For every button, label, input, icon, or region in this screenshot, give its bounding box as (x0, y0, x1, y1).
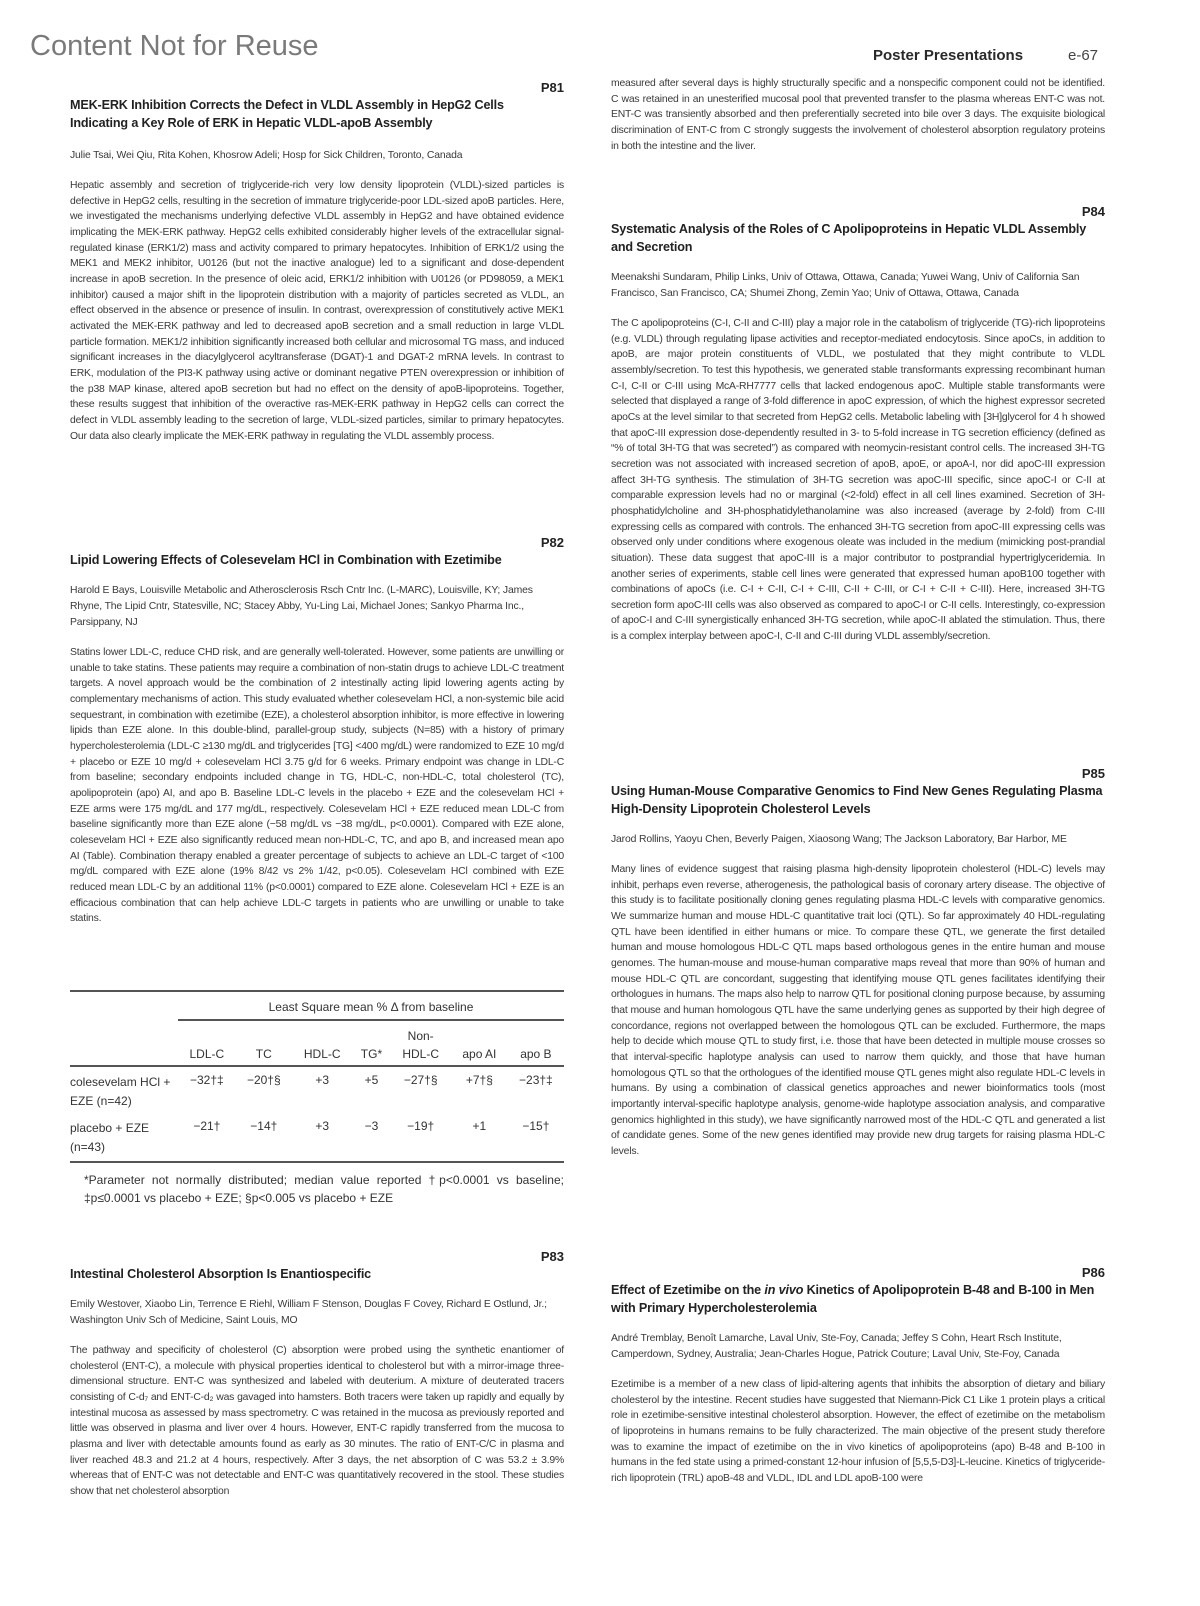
abstract-number: P81 (540, 80, 564, 95)
section-header: Poster Presentations (873, 47, 1024, 64)
abstract-p86 (611, 1265, 1105, 1487)
title-italic: in vivo (764, 1283, 804, 1297)
column-header: TC (255, 1047, 272, 1061)
abstract-p81 (70, 80, 564, 444)
abstract-authors: Jarod Rollins, Yaoyu Chen, Beverly Paigen, Xiaosong Wang; The Jackson Laboratory, Bar Harbor, ME (611, 834, 1067, 845)
abstract-body-continued: measured after several days is highly structurally specific and a nonspecific component could not be identified. C was retained in an unesterified mucosal pool that prevented transfer to the plasma whereas ENT-C was not. ENT-C was transiently absorbed and then preferentially secreted into bile over 3 days. The exquisite biological discrimination of ENT-C from C strongly suggests the involvement of cholesterol absorption regulatory proteins in both the intestine and the liver. (611, 78, 1105, 152)
abstract-title: MEK-ERK Inhibition Corrects the Defect in VLDL Assembly in HepG2 Cells Indicating a Key Role of ERK in Hepatic VLDL-apoB Assembly (70, 98, 504, 130)
table-footnote: *Parameter not normally distributed; median value reported †p<0.0001 vs baseline; ‡p≤0.0001 vs placebo + EZE; §p<0.005 vs placebo + EZE (84, 1173, 564, 1205)
abstract-number: P85 (1081, 766, 1105, 781)
table-cell: +3 (315, 1073, 330, 1087)
table-cell: +5 (364, 1073, 379, 1087)
column-header: TG* (360, 1047, 383, 1061)
abstract-authors: Emily Westover, Xiaobo Lin, Terrence E Riehl, William F Stenson, Douglas F Covey, Richard E Ostlund, Jr.; Washington Univ Sch of Medicine, Saint Louis, MO (70, 1299, 547, 1326)
title-part: Effect of Ezetimibe on the (611, 1283, 765, 1297)
row-label: colesevelam HCl + EZE (n=42) (70, 1075, 171, 1108)
table-cell: −27†§ (403, 1073, 438, 1087)
table-caption: Least Square mean % Δ from baseline (178, 1000, 564, 1020)
table-row (70, 1066, 564, 1115)
abstract-p82 (70, 535, 564, 927)
abstract-authors: Meenakshi Sundaram, Philip Links, Univ of Ottawa, Ottawa, Canada; Yuwei Wang, Univ of California San Francisco, San Francisco, CA; Shumei Zhong, Zemin Yao; Univ of Ottawa, Ottawa, Canada (611, 272, 1080, 299)
table-cell: −14† (250, 1119, 278, 1133)
abstract-authors: Julie Tsai, Wei Qiu, Rita Kohen, Khosrow Adeli; Hosp for Sick Children, Toronto, Canada (70, 150, 463, 161)
abstract-p83-continued (611, 76, 1105, 154)
abstract-p83 (70, 1249, 564, 1500)
column-header: HDL-C (303, 1047, 341, 1061)
table-cell: −19† (407, 1119, 435, 1133)
row-label: placebo + EZE (n=43) (70, 1121, 150, 1154)
abstract-body: The C apolipoproteins (C-I, C-II and C-III) play a major role in the catabolism of triglyceride (TG)-rich lipoproteins (e.g. VLDL) through regulating lipase activities and receptor-mediated endocytosis. Since apoCs, in addition to apoB, are major protein constituents of VLDL, we postulated that they might contribute to VLDL assembly/secretion. To test this hypothesis, we generated stable transformants expressing recombinant human C-I, C-II or C-III using McA-RH7777 cells that lacked endogenous apoC. Multiple stable transformants were selected that displayed a range of 3-fold difference in apoC expression, of which the highest expressor secreted apoCs at the level similar to that secreted from HepG2 cells. Metabolic labeling with [3H]glycerol for 4 h showed that apoC-III expression dose-dependently resulted in 3- to 5-fold increase in TG secretion efficiency (defined as “% of total 3H-TG that was secreted”) as compared with neomycin-resistant control cells. The increased 3H-TG secretion was not associated with increased secretion of apoB, apoE, or apoA-I, nor did apoC-III expression affect 3H-TG synthesis. The stimulation of 3H-TG secretion was apoC-III specific, since apoC-I or C-II at comparable expression levels had no or marginal (<2-fold) effect in all cell lines examined. Secretion of 3H-phosphatidylcholine and 3H-phosphatidylethanolamine was also increased (average by 2-fold) from C-III expressing cells as compared with controls. The enhanced 3H-TG secretion from apoC-III expressing cells was observed only under conditions where exogenous oleate was included in the medium (mimicking post-prandial situation). These data suggest that apoC-III is a major contributor to postprandial hypertriglyceridemia. In another series of experiments, stable cell lines were generated that expressed human apoB100 together with combinations of apoCs (i.e. C-I + C-II, C-I + C-III, C-II + C-III, or C-I + C-II + C-III). Here, increased 3H-TG secretion form apoC-III cells was also observed as compared to apoC-I or C-II cells. Interestingly, co-expression of apoC-I and C-III synergistically enhanced 3H-TG secretion, while apoC-II ablated the stimulation. Thus, there is a complex interplay between apoC-I, C-II and C-III during VLDL assembly/secretion. (611, 318, 1105, 643)
abstract-number: P83 (540, 1249, 564, 1264)
column-header: apo B (520, 1047, 552, 1061)
table-cell: −32†‡ (189, 1073, 224, 1087)
abstract-authors: André Tremblay, Benoît Lamarche, Laval Univ, Ste-Foy, Canada; Jeffey S Cohn, Heart Rsch Institute, Camperdown, Sydney, Australia; Jean-Charles Hogue, Patrick Couture; Laval Univ, Ste-Foy, Canada (611, 1333, 1062, 1360)
title-part: Kinetics of Apolipoprotein B-48 and B-100 in Men with Primary Hypercholesterolemia (611, 1283, 1095, 1315)
table-cell: +7†§ (465, 1073, 493, 1087)
abstract-title (611, 1281, 1105, 1317)
page-number: e-67 (1068, 47, 1099, 64)
table-cell: +1 (472, 1119, 487, 1133)
watermark: Content Not for Reuse (30, 30, 319, 62)
abstract-body: Many lines of evidence suggest that raising plasma high-density lipoprotein cholesterol (HDL-C) levels may inhibit, perhaps even reverse, atherogenesis, the pathological basis of coronary artery disease. The objective of this study is to facilitate positionally cloning genes regulating plasma HDL-C levels with comparative genomics. We summarize human and mouse HDL-C quantitative trait loci (QTL). So far approximately 40 HDL-regulating QTL have been identified in either humans or mice. To compare these QTL, we generate the first detailed human and mouse homologous HDL-C QTL maps based orthologous genes in the entire human and mouse genomes. The human-mouse and mouse-human comparative maps reveal that more than 90% of human and mouse HDL-C QTL are concordant, suggesting that identifying mouse QTL genes facilitates identifying their orthologues in humans. The maps also help to narrow QTL for positional cloning purpose because, by assuming that mouse and human homologous QTL have the same underlying genes as supported by their high degree of concordance, regions not overlapped between the homologous QTL can be excluded. Furthermore, the maps help to decide which mouse QTL to study first, i.e. those that have been detected in multiple mouse crosses so that interval-specific haplotype analysis can used to narrow them quickly, and those that have human homologous QTL so that the orthologues of the identified mouse QTL genes might also regulate HDL-C levels in humans. By using a combination of classical genetics approaches and newer bioinformatics tools (most importantly interval-specific haplotype analysis, genome-wide haplotype association analysis, and comparative genomics highlighted in this study), we have significantly narrowed most of the HDL-C QTL and generated a list of candidate genes. Some of the new genes identified may provide new drug targets for raising plasma HDL-C levels. (611, 864, 1105, 1157)
column-header-top: Non- (407, 1029, 434, 1043)
column-header: LDL-C (189, 1047, 225, 1061)
column-header: apo AI (462, 1047, 497, 1061)
results-table (70, 990, 564, 1207)
abstract-number: P84 (1081, 204, 1105, 219)
abstract-number: P82 (540, 535, 564, 550)
abstract-title: Using Human-Mouse Comparative Genomics to Find New Genes Regulating Plasma High-Density Lipoprotein Cholesterol Levels (611, 784, 1103, 816)
abstract-number: P86 (1081, 1265, 1105, 1280)
table-cell: −23†‡ (519, 1073, 553, 1087)
table-cell: −20†§ (246, 1073, 281, 1087)
abstract-body: The pathway and specificity of cholesterol (C) absorption were probed using the synthetic enantiomer of cholesterol (ENT-C), a molecule with physical properties identical to cholesterol but with a mirror-image three-dimensional structure. ENT-C was synthesized and labeled with deuterium. A mixture of deuterated tracers consisting of C-d₇ and ENT-C-d₂ was gavaged into hamsters. Both tracers were taken up rapidly and equally by intestinal mucosa as assessed by mass spectrometry. C was retained in the mucosa as previously reported and little was observed in plasma and liver over 4 hours. However, ENT-C rapidly transferred from the mucosa to plasma and liver with detectable amounts found as early as 30 minutes. The ratio of ENT-C/C in plasma and liver reached 48.3 and 21.2 at 4 hours, respectively. After 3 days, the net absorption of C was 53.2 ± 3.9% whereas that of ENT-C was not detectable and ENT-C was quantitatively recovered in the stool. These studies show that net cholesterol absorption (70, 1345, 564, 1497)
table-cell: −15† (522, 1119, 550, 1133)
abstract-authors: Harold E Bays, Louisville Metabolic and Atherosclerosis Rsch Cntr Inc. (L-MARC), Louisville, KY; James Rhyne, The Lipid Cntr, Statesville, NC; Stacey Abby, Yu-Ling Lai, Michael Jones; Sankyo Pharma Inc., Parsippany, NJ (70, 585, 533, 628)
table-cell: −21† (193, 1119, 221, 1133)
abstract-title: Lipid Lowering Effects of Colesevelam HCl in Combination with Ezetimibe (70, 553, 502, 567)
abstract-title: Systematic Analysis of the Roles of C Apolipoproteins in Hepatic VLDL Assembly and Secretion (611, 222, 1087, 254)
table-cell: −3 (364, 1119, 379, 1133)
abstract-body: Hepatic assembly and secretion of triglyceride-rich very low density lipoprotein (VLDL)-sized particles is defective in HepG2 cells, resulting in the secretion of immature triglyceride-poor LDL-sized apoB particles. Here, we investigated the mechanisms underlying defective VLDL assembly in HepG2 and have obtained evidence implicating the MEK-ERK pathway. HepG2 cells exhibited considerably higher levels of the extracellular signal-regulated kinase (ERK1/2) mass and activity compared to primary hepatocytes. Inhibition of ERK1/2 using the MEK1 and MEK2 inhibitor, U0126 (but not the inactive analogue) led to a significant and dose-dependent increase in apoB secretion. In the presence of oleic acid, ERK1/2 inhibition with U0126 (or PD98059, a MEK1 inhibitor) caused a major shift in the lipoprotein distribution with a majority of particles secreted as VLDL, an effect observed in the absence or presence of insulin. In contrast, overexpression of constitutively active MEK1 activated the MEK-ERK pathway and led to decreased apoB secretion and a small reduction in large VLDL particle formation. MEK1/2 inhibition significantly increased both cellular and microsomal TG mass, and induced significant increases in the diacylglycerol acyltransferase (DGAT)-1 and DGAT-2 mRNA levels. In contrast to ERK, modulation of the PI3-K pathway using active or dominant negative PTEN overexpression or inhibition of the p38 MAP kinase, altered apoB secretion but had no effect on the density of apoB-lipoproteins. Together, these results suggest that inhibition of the overactive ras-MEK-ERK pathway in HepG2 cells can correct the defect in VLDL assembly leading to the secretion of large, VLDL-sized particles, similar to primary hepatocytes. Our data also clearly implicate the MEK-ERK pathway in regulating the VLDL assembly process. (70, 180, 564, 442)
table-cell: +3 (315, 1119, 330, 1133)
abstract-p84 (611, 204, 1105, 645)
column-header: HDL-C (402, 1047, 440, 1061)
abstract-p85 (611, 766, 1105, 1159)
abstract-body: Statins lower LDL-C, reduce CHD risk, and are generally well-tolerated. However, some patients are unwilling or unable to take statins. These patients may require a combination of non-statin drugs to achieve LDL-C treatment targets. A novel approach would be the combination of 2 intestinally acting lipid lowering agents acting by complementary mechanisms of action. This study evaluated whether colesevelam HCl, a non-systemic bile acid sequestrant, in combination with ezetimibe (EZE), a cholesterol absorption inhibitor, is more effective in lowering lipids than EZE alone. In this double-blind, parallel-group study, subjects (N=85) with a history of primary hypercholesterolemia (LDL-C ≥130 mg/dL and triglycerides [TG] <400 mg/dL) were randomized to EZE 10 mg/d + placebo or EZE 10 mg/d + colesevelam HCl 3.75 g/d for 6 weeks. Primary endpoint was change in LDL-C from baseline; secondary endpoints included change in TG, HDL-C, non-HDL-C, total cholesterol (TC), apolipoprotein (apo) AI, and apo B. Baseline LDL-C levels in the placebo + EZE and the colesevelam HCl + EZE arms were 175 mg/dL and 177 mg/dL, respectively. Colesevelam HCl + EZE reduced mean LDL-C from baseline significantly more than EZE alone (−58 mg/dL vs −38 mg/dL, p<0.0001). Compared with EZE alone, colesevelam HCl + EZE also significantly reduced mean non-HDL-C, TC, and apo B, and increased mean apo AI (Table). Combination therapy enabled a greater percentage of subjects to achieve an LDL-C target of <100 mg/dL compared with EZE alone (19% 8/42 vs 2% 1/42, p<0.05). Colesevelam HCl combined with EZE reduced mean LDL-C by an additional 11% (p<0.0001) compared to EZE alone. Colesevelam HCl + EZE is an efficacious combination that can help achieve LDL-C targets in patients who are unwilling or unable to take statins. (70, 647, 564, 925)
abstract-body: Ezetimibe is a member of a new class of lipid-altering agents that inhibits the absorption of dietary and biliary cholesterol by the intestine. Recent studies have suggested that Niemann-Pick C1 Like 1 protein plays a critical role in ezetimibe-sensitive intestinal cholesterol absorption. However, the effect of ezetimibe on the metabolism of lipoproteins in humans remains to be fully characterized. The main objective of the present study therefore was to examine the impact of ezetimibe on the in vivo kinetics of apolipoproteins (apo) B-48 and B-100 in humans in the fed state using a primed-constant 12-hour infusion of [5,5,5-D3]-L-leucine. Kinetics of triglyceride-rich lipoprotein (TRL) apoB-48 and VLDL, IDL and LDL apoB-100 were (611, 1379, 1105, 1484)
table-row (70, 1115, 564, 1162)
abstract-title: Intestinal Cholesterol Absorption Is Enantiospecific (70, 1267, 372, 1281)
